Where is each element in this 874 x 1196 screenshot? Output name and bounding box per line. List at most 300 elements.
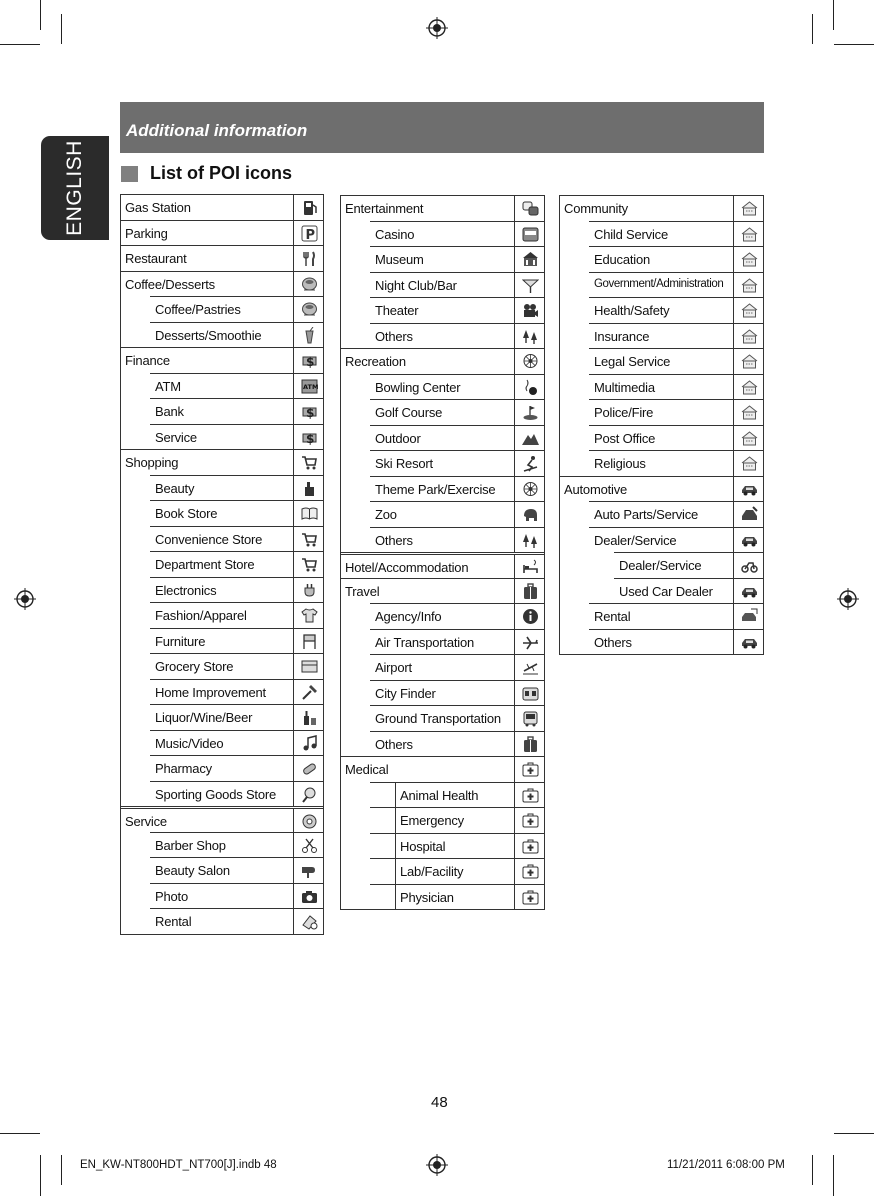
money-icon: [301, 352, 318, 369]
crop-mark: [0, 1133, 40, 1134]
poi-row: [340, 348, 545, 374]
poi-row: [370, 884, 545, 910]
car-repair-icon: [741, 506, 758, 523]
icon-cell: [733, 247, 764, 272]
language-tab: [41, 136, 109, 240]
museum-icon: [522, 251, 539, 268]
community-icon: [741, 353, 758, 370]
poi-label: Pharmacy: [155, 761, 212, 776]
poi-label: Dealer/Service: [619, 558, 702, 573]
poi-label: Travel: [345, 583, 380, 599]
poi-row: [120, 220, 324, 246]
poi-label: Home Improvement: [155, 684, 266, 700]
poi-row: [589, 297, 764, 323]
poi-label: Dealer/Service: [594, 532, 677, 548]
crop-mark: [833, 1155, 834, 1196]
poi-label: Parking: [125, 225, 168, 241]
community-icon: [741, 302, 758, 319]
poi-label: Restaurant: [125, 251, 187, 266]
indent-rule: [395, 833, 396, 859]
icon-cell: [293, 884, 324, 909]
community-icon: [741, 226, 758, 243]
crop-mark: [833, 0, 834, 30]
poi-label: Bowling Center: [375, 379, 461, 395]
poi-row: [150, 577, 324, 603]
trees-icon: [522, 328, 539, 345]
medical-kit-icon: [522, 838, 539, 855]
poi-label: Health/Safety: [594, 303, 670, 318]
crop-mark: [40, 1155, 41, 1196]
poi-row: [370, 272, 545, 298]
icon-cell: [514, 451, 545, 476]
bed-icon: [522, 559, 539, 576]
icon-cell: [514, 324, 545, 349]
poi-column-2: [340, 195, 545, 910]
icon-cell: [293, 374, 324, 399]
crop-mark: [0, 44, 40, 45]
film-camera-icon: [522, 302, 539, 319]
cart-icon: [301, 454, 318, 471]
poi-label: Agency/Info: [375, 609, 442, 624]
poi-row: [370, 705, 545, 731]
medical-kit-icon: [522, 812, 539, 829]
poi-row: [589, 323, 764, 349]
poi-label: Police/Fire: [594, 405, 654, 420]
icon-cell: [293, 272, 324, 297]
poi-label: Others: [375, 328, 413, 344]
icon-cell: [733, 375, 764, 400]
poi-row: [120, 245, 324, 271]
icon-cell: [293, 476, 324, 501]
heading-square: [121, 166, 138, 182]
poi-label: Others: [375, 532, 413, 548]
poi-row: [370, 680, 545, 706]
poi-row: [370, 527, 545, 553]
poi-row: [589, 629, 764, 655]
luggage-icon: [522, 583, 539, 600]
icon-cell: [293, 425, 324, 450]
icon-cell: [514, 757, 545, 782]
crop-mark: [812, 1155, 813, 1185]
poi-row: [614, 578, 764, 604]
svg-text:$: $: [306, 431, 315, 446]
poi-row: [150, 322, 324, 348]
poi-label: Others: [375, 736, 413, 752]
poi-row: [589, 272, 764, 298]
poi-label: Others: [594, 634, 632, 650]
poi-label: Coffee/Pastries: [155, 302, 241, 317]
icon-cell: [514, 783, 545, 808]
camera-icon: [301, 888, 318, 905]
gas-pump-icon: [301, 199, 318, 216]
airplane-icon: [522, 634, 539, 651]
poi-label: Physician: [400, 889, 454, 905]
icon-cell: [733, 630, 764, 655]
poi-row: [589, 246, 764, 272]
bus-icon: [522, 710, 539, 727]
svg-text:ATM: ATM: [303, 382, 318, 391]
poi-row: [370, 858, 545, 884]
poi-label: Casino: [375, 226, 415, 242]
poi-label: Theater: [375, 303, 419, 318]
poi-row: [370, 399, 545, 425]
casino-icon: [522, 226, 539, 243]
community-icon: [741, 455, 758, 472]
icon-cell: [514, 732, 545, 757]
poi-label: Entertainment: [345, 201, 424, 216]
icon-cell: [733, 324, 764, 349]
poi-column-3: [559, 195, 764, 655]
poi-row: [370, 731, 545, 757]
icon-cell: [733, 579, 764, 604]
poi-label: Zoo: [375, 507, 397, 522]
icon-cell: [293, 809, 324, 832]
icon-cell: [293, 629, 324, 654]
icon-cell: [514, 477, 545, 502]
poi-label: Emergency: [400, 813, 464, 828]
poi-label: Barber Shop: [155, 837, 226, 853]
icon-cell: [514, 885, 545, 910]
community-icon: [741, 430, 758, 447]
atm-icon: [301, 378, 318, 395]
poi-label: Education: [594, 252, 651, 267]
poi-row: [614, 552, 764, 578]
poi-label: Ground Transportation: [375, 711, 501, 726]
poi-label: Used Car Dealer: [619, 583, 713, 599]
icon-cell: [514, 349, 545, 374]
poi-row: [370, 603, 545, 629]
svg-text:$: $: [306, 355, 315, 369]
poi-row: [150, 424, 324, 450]
fork-knife-icon: [301, 250, 318, 267]
icon-cell: [514, 681, 545, 706]
trees-icon: [522, 532, 539, 549]
car-icon: [741, 481, 758, 498]
icon-cell: [733, 222, 764, 247]
poi-label: Desserts/Smoothie: [155, 327, 262, 343]
poi-label: Recreation: [345, 354, 406, 369]
icon-cell: [293, 603, 324, 628]
icon-cell: [514, 502, 545, 527]
icon-cell: [293, 756, 324, 781]
poi-row: [150, 398, 324, 424]
poi-label: Fashion/Apparel: [155, 608, 247, 623]
icon-cell: [733, 349, 764, 374]
footer-filename: EN_KW-NT800HDT_NT700[J].indb 48: [80, 1159, 277, 1171]
indent-rule: [395, 884, 396, 910]
poi-row: [370, 425, 545, 451]
poi-label: Theme Park/Exercise: [375, 481, 496, 497]
poi-row: [589, 450, 764, 476]
icon-cell: [293, 833, 324, 858]
poi-label: Airport: [375, 660, 412, 675]
poi-row: [370, 782, 545, 808]
airport-icon: [522, 659, 539, 676]
car-icon: [741, 532, 758, 549]
poi-row: [589, 399, 764, 425]
poi-label: Hospital: [400, 838, 446, 854]
poi-row: [370, 629, 545, 655]
poi-label: Night Club/Bar: [375, 277, 457, 293]
poi-row: [370, 221, 545, 247]
poi-row: [150, 908, 324, 934]
icon-cell: [514, 808, 545, 833]
poi-label: Finance: [125, 353, 170, 368]
icon-cell: [293, 680, 324, 705]
poi-label: Grocery Store: [155, 659, 234, 674]
poi-label: Government/Administration: [594, 277, 724, 290]
hammer-icon: [301, 684, 318, 701]
icon-cell: [514, 375, 545, 400]
icon-cell: [514, 859, 545, 884]
poi-label: Department Store: [155, 557, 255, 572]
icon-cell: [514, 555, 545, 578]
poi-label: Legal Service: [594, 354, 671, 369]
poi-label: Child Service: [594, 226, 668, 242]
poi-label: Ski Resort: [375, 456, 433, 471]
icon-cell: [293, 527, 324, 552]
shirt-icon: [301, 607, 318, 624]
poi-row: [340, 552, 545, 578]
icon-cell: [293, 323, 324, 348]
poi-row: [370, 654, 545, 680]
mountain-icon: [522, 430, 539, 447]
poi-row: [120, 194, 324, 220]
poi-label: Service: [125, 814, 167, 829]
poi-label: Religious: [594, 456, 646, 471]
poi-label: Music/Video: [155, 735, 224, 751]
poi-row: [370, 476, 545, 502]
icon-cell: [514, 196, 545, 221]
icon-cell: [514, 273, 545, 298]
icon-cell: [733, 604, 764, 629]
poi-label: Sporting Goods Store: [155, 786, 277, 802]
poi-label: Electronics: [155, 582, 217, 598]
poi-row: [589, 425, 764, 451]
motorcycle-icon: [741, 557, 758, 574]
icon-cell: [293, 858, 324, 883]
poi-row: [150, 500, 324, 526]
poi-row: [150, 296, 324, 322]
car-icon: [741, 634, 758, 651]
poi-row: [150, 781, 324, 807]
poi-label: Lab/Facility: [400, 864, 464, 879]
chair-icon: [301, 633, 318, 650]
poi-label: Outdoor: [375, 430, 421, 446]
icon-cell: [733, 451, 764, 476]
icon-cell: [514, 400, 545, 425]
icon-cell: [293, 195, 324, 220]
crop-mark: [834, 44, 874, 45]
money-icon: [301, 403, 318, 420]
poi-label: Air Transportation: [375, 634, 475, 650]
poi-row: [150, 602, 324, 628]
icon-cell: [514, 630, 545, 655]
poi-row: [370, 323, 545, 349]
poi-label: Animal Health: [400, 787, 479, 803]
poi-row: [150, 475, 324, 501]
poi-row: [370, 374, 545, 400]
music-icon: [301, 735, 318, 752]
indent-rule: [395, 807, 396, 833]
bottle-icon: [301, 709, 318, 726]
registration-mark-icon: [426, 17, 448, 39]
poi-row: [150, 526, 324, 552]
poi-row: [150, 679, 324, 705]
poi-label: Bank: [155, 404, 184, 419]
poi-label: Photo: [155, 888, 188, 904]
poi-row: [120, 271, 324, 297]
cosmetics-icon: [301, 480, 318, 497]
poi-label: ATM: [155, 378, 181, 394]
icon-cell: [293, 399, 324, 424]
poi-row: [120, 449, 324, 475]
svg-text:$: $: [306, 406, 315, 420]
language-tab-label: ENGLISH: [63, 140, 86, 236]
community-icon: [741, 404, 758, 421]
icon-cell: [733, 273, 764, 298]
community-icon: [741, 251, 758, 268]
car-icon: [741, 583, 758, 600]
section-title: List of POI icons: [150, 163, 293, 183]
icon-cell: [733, 400, 764, 425]
poi-label: Beauty Salon: [155, 863, 230, 878]
poi-row: [589, 501, 764, 527]
icon-cell: [733, 528, 764, 553]
poi-label: Convenience Store: [155, 531, 263, 547]
poi-row: [370, 833, 545, 859]
luggage-icon: [522, 736, 539, 753]
community-icon: [741, 200, 758, 217]
car-rental-icon: [741, 608, 758, 625]
icon-cell: [514, 528, 545, 553]
poi-label: Golf Course: [375, 405, 443, 420]
rental-icon: [301, 913, 318, 930]
poi-row: [150, 832, 324, 858]
bowling-icon: [522, 379, 539, 396]
icon-cell: [733, 298, 764, 323]
poi-row: [150, 704, 324, 730]
indent-rule: [395, 782, 396, 808]
crop-mark: [40, 0, 41, 30]
coffee-cup-icon: [301, 276, 318, 293]
poi-label: Rental: [155, 914, 192, 929]
ferris-wheel-icon: [522, 481, 539, 498]
poi-row: [150, 730, 324, 756]
poi-row: [150, 628, 324, 654]
poi-row: [370, 246, 545, 272]
skier-icon: [522, 455, 539, 472]
icon-cell: [514, 706, 545, 731]
masks-icon: [522, 200, 539, 217]
banner-title: Additional information: [126, 121, 308, 140]
poi-label: Hotel/Accommodation: [345, 560, 469, 575]
page-number: 48: [431, 1094, 448, 1111]
poi-row: [150, 883, 324, 909]
icon-cell: [293, 221, 324, 246]
poi-label: Shopping: [125, 455, 179, 470]
icon-cell: [293, 450, 324, 475]
icon-cell: [293, 909, 324, 934]
poi-label: Museum: [375, 252, 424, 267]
service-icon: [301, 813, 318, 830]
medical-kit-icon: [522, 889, 539, 906]
poi-row: [370, 501, 545, 527]
sports-icon: [301, 786, 318, 803]
footer-timestamp: 11/21/2011 6:08:00 PM: [667, 1159, 785, 1171]
icon-cell: [733, 502, 764, 527]
smoothie-icon: [301, 327, 318, 344]
poi-label: Medical: [345, 762, 389, 777]
poi-column-1: [120, 194, 324, 935]
icon-cell: [293, 552, 324, 577]
poi-label: Rental: [594, 609, 631, 624]
poi-label: Auto Parts/Service: [594, 507, 699, 522]
community-icon: [741, 328, 758, 345]
poi-label: Beauty: [155, 480, 195, 496]
poi-row: [120, 806, 324, 832]
poi-label: Book Store: [155, 506, 218, 521]
poi-row: [589, 603, 764, 629]
svg-text:P: P: [305, 227, 316, 242]
poi-label: Furniture: [155, 633, 206, 649]
icon-cell: [293, 501, 324, 526]
icon-cell: [293, 578, 324, 603]
icon-cell: [514, 247, 545, 272]
golf-icon: [522, 404, 539, 421]
crop-mark: [812, 14, 813, 44]
parking-icon: [301, 225, 318, 242]
poi-row: [150, 551, 324, 577]
hair-dryer-icon: [301, 862, 318, 879]
icon-cell: [514, 298, 545, 323]
icon-cell: [733, 426, 764, 451]
crop-mark: [61, 14, 62, 44]
icon-cell: [293, 654, 324, 679]
poi-label: Insurance: [594, 328, 650, 344]
poi-label: Service: [155, 429, 197, 445]
poi-label: Automotive: [564, 481, 628, 497]
icon-cell: [514, 579, 545, 604]
scissors-icon: [301, 837, 318, 854]
poi-row: [559, 476, 764, 502]
poi-row: [589, 527, 764, 553]
poi-label: Liquor/Wine/Beer: [155, 710, 253, 725]
poi-row: [370, 450, 545, 476]
crop-mark: [61, 1155, 62, 1185]
poi-row: [150, 857, 324, 883]
poi-row: [150, 373, 324, 399]
poi-row: [589, 374, 764, 400]
icon-cell: [733, 477, 764, 502]
icon-cell: [733, 196, 764, 221]
community-icon: [741, 379, 758, 396]
icon-cell: [293, 731, 324, 756]
community-icon: [741, 277, 758, 294]
crop-mark: [834, 1133, 874, 1134]
poi-row: [120, 347, 324, 373]
cart-icon: [301, 531, 318, 548]
poi-row: [589, 221, 764, 247]
info-icon: [522, 608, 539, 625]
poi-row: [340, 578, 545, 604]
poi-row: [340, 195, 545, 221]
book-icon: [301, 505, 318, 522]
poi-row: [559, 195, 764, 221]
poi-label: Post Office: [594, 430, 656, 446]
icon-cell: [293, 246, 324, 271]
poi-row: [150, 653, 324, 679]
